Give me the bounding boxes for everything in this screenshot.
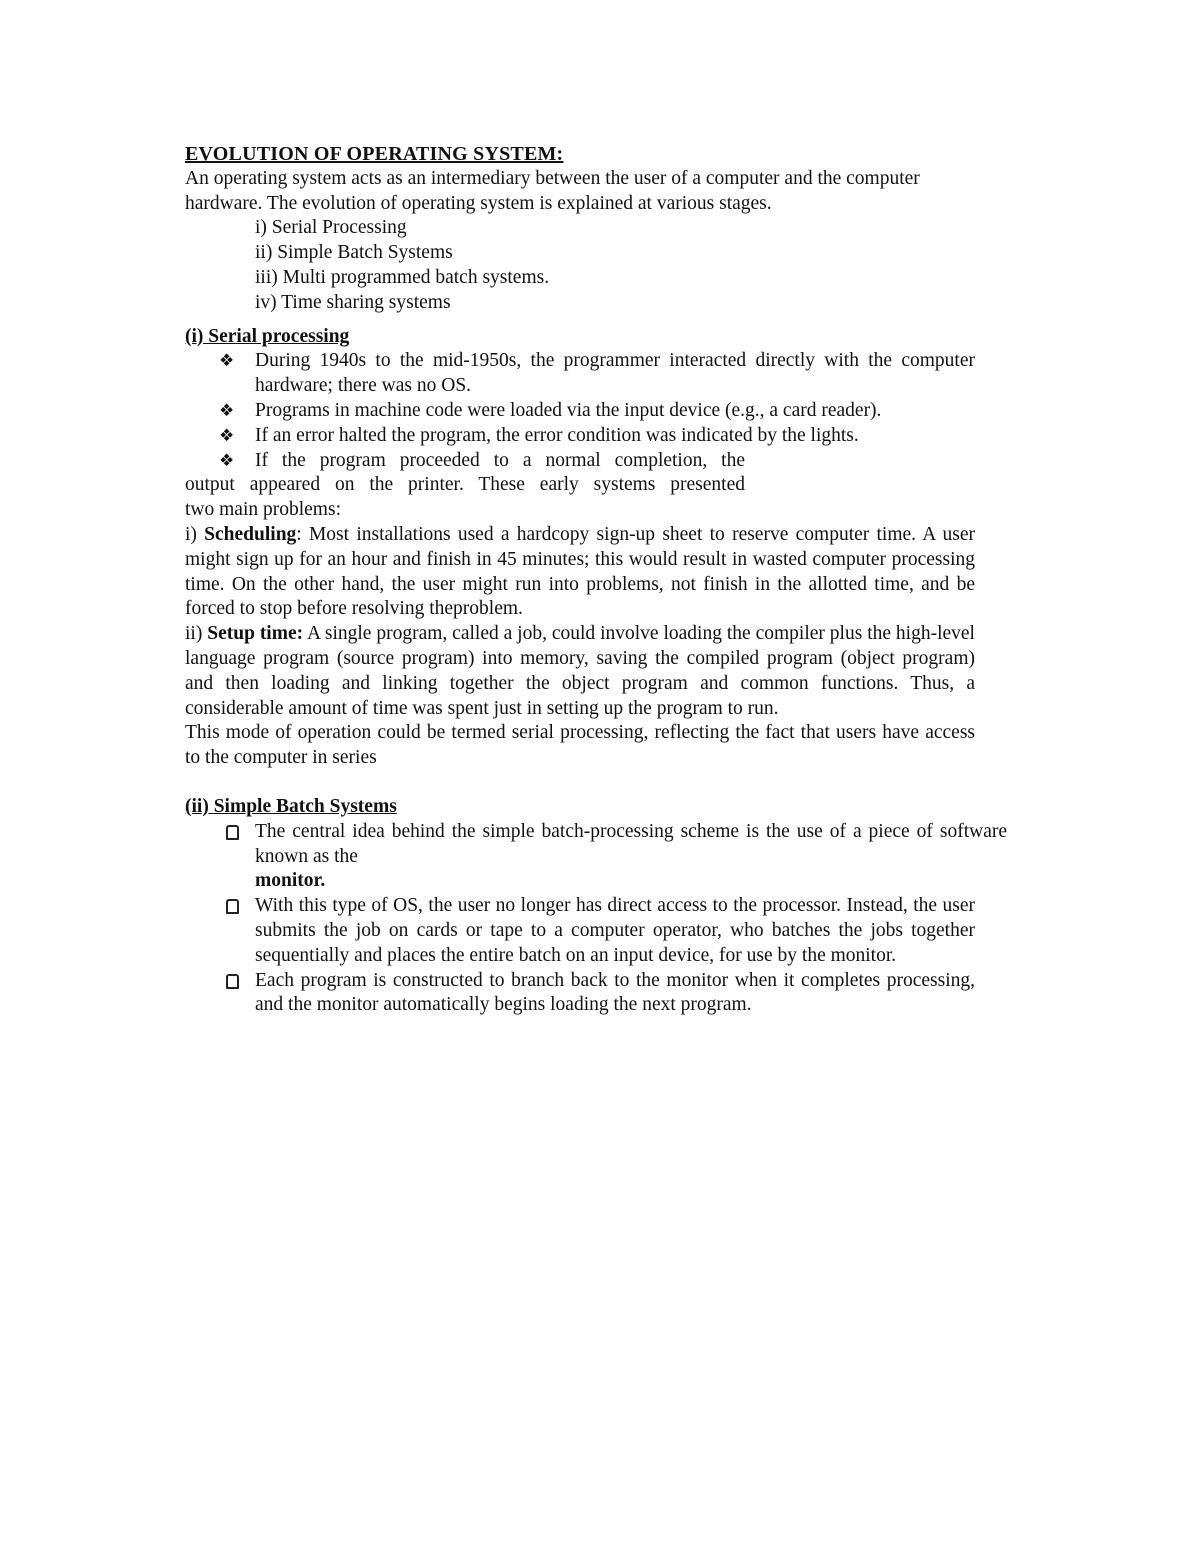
stage-item: ii) Simple Batch Systems [255, 242, 453, 264]
list-item [185, 399, 975, 424]
page-title: EVOLUTION OF OPERATING SYSTEM: [185, 143, 564, 165]
scheduling-text: : Most installations used a hardcopy sign-up sheet to reserve computer time. A user might sign up for an hour and finish in 45 minutes; this would result in wasted computer processing time. On the other hand, the user might run into problems, not finish in the allotted time, and be forced to stop before resolving theproblem. [185, 523, 975, 620]
intro-paragraph: An operating system acts as an intermediary between the user of a computer and the computer hardware. The evolution of operating system is explained at various stages. [185, 167, 920, 214]
setup-text: A single program, called a job, could involve loading the compiler plus the high-level language program (source program) into memory, saving the compiled program (object program) and then loading and linking together the object program and common functions. Thus, a considerable amount of time was spent just in setting up the program to run. [185, 623, 975, 719]
stage-item: i) Serial Processing [255, 217, 407, 239]
document-body [185, 142, 1007, 1018]
continuation-line: two main problems: [185, 499, 341, 521]
bullet-text: The central idea behind the simple batch-processing scheme is the use of a piece of software known as the [255, 820, 1007, 867]
conclusion-paragraph: This mode of operation could be termed serial processing, reflecting the fact that users have access to the computer in series [185, 722, 975, 769]
stage-item: iii) Multi programmed batch systems. [255, 266, 550, 288]
box-bullet-icon [226, 974, 239, 989]
bullet-text: Programs in machine code were loaded via the input device (e.g., a card reader). [255, 399, 882, 421]
setup-time-paragraph [185, 622, 975, 721]
list-item [185, 820, 1007, 894]
box-bullet-icon [226, 899, 239, 914]
list-item [185, 449, 745, 474]
bullet-text: If the program proceeded to a normal completion, the [255, 449, 745, 471]
box-bullet-icon [226, 825, 239, 840]
serial-bullet-list [185, 349, 975, 473]
diamond-bullet-icon: ❖ [219, 425, 235, 445]
bullet-text: Each program is constructed to branch back to the monitor when it completes processing, and the monitor automatically begins loading the next program. [255, 969, 975, 1016]
list-item [185, 894, 975, 968]
setup-prefix: ii) [185, 623, 208, 645]
diamond-bullet-icon: ❖ [219, 400, 235, 420]
scheduling-label: Scheduling [204, 523, 297, 545]
scheduling-prefix: i) [185, 523, 205, 545]
simple-batch-heading: (ii) Simple Batch Systems [185, 795, 397, 817]
bullet-text: If an error halted the program, the error condition was indicated by the lights. [255, 424, 859, 446]
bullet-text: During 1940s to the mid-1950s, the programmer interacted directly with the computer hardware; there was no OS. [255, 350, 975, 397]
scheduling-paragraph [185, 523, 975, 622]
diamond-bullet-icon: ❖ [219, 450, 235, 470]
stage-item: iv) Time sharing systems [255, 291, 451, 313]
list-item [185, 424, 975, 449]
stages-list [255, 216, 975, 315]
monitor-term: monitor. [255, 870, 326, 892]
setup-label: Setup time: [207, 623, 304, 645]
diamond-bullet-icon: ❖ [219, 351, 235, 371]
serial-processing-heading: (i) Serial processing [185, 325, 350, 347]
continuation-line: output appeared on the printer. These early systems presented [185, 474, 745, 496]
list-item [185, 969, 975, 1019]
batch-bullet-list [185, 820, 1007, 1018]
bullet-text: With this type of OS, the user no longer has direct access to the processor. Instead, the user submits the job on cards or tape to a computer operator, who batches the jobs together sequentially and places the entire batch on an input device, for use by the monitor. [255, 895, 975, 966]
list-item [185, 349, 975, 399]
